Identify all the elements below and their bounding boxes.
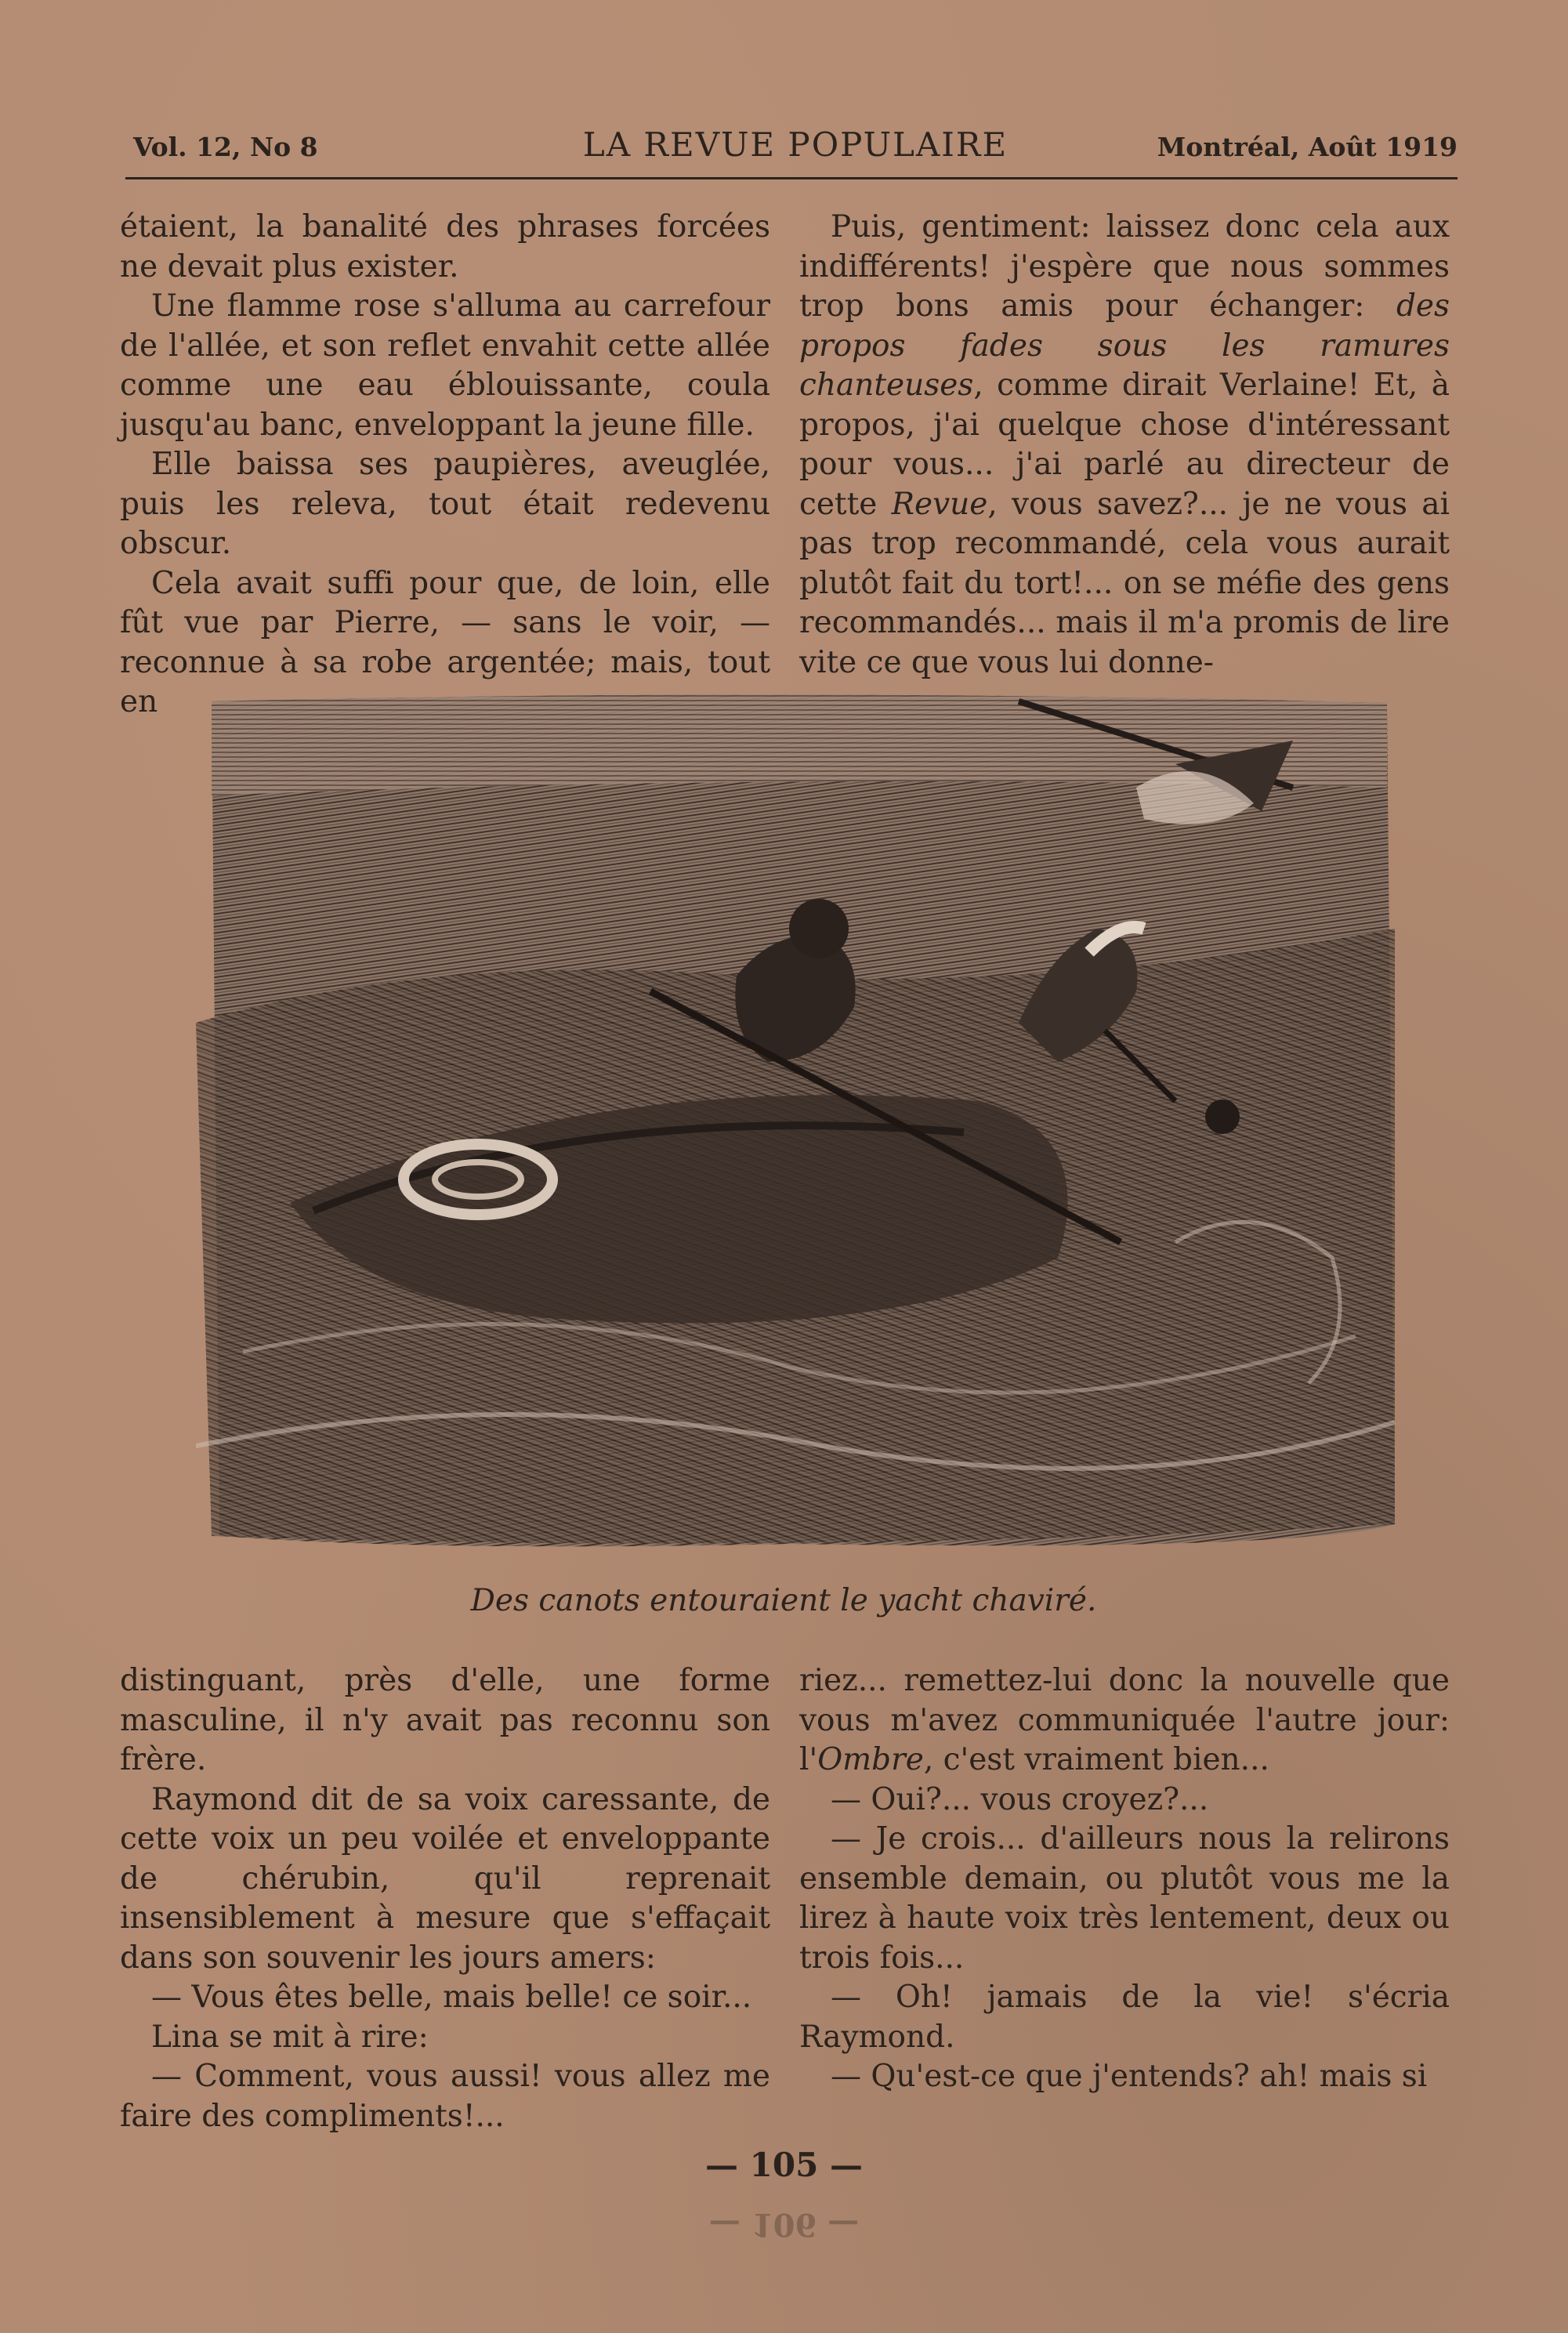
column-top-left: [120, 208, 770, 723]
bleed-through-page-number: — 106 —: [708, 2206, 860, 2243]
engraving-capsized-yacht: [196, 694, 1399, 1556]
volume-number: Vol. 12, No 8: [133, 132, 318, 162]
revue-italic: Revue: [891, 486, 988, 522]
text-run: , vous savez?... je ne vous ai pas trop recommandé, cela vous aurait plutôt fait du tort!... on se méfie des gens recommandés... mais il m'a promis de lire vite ce que vous lui donne-: [799, 486, 1450, 680]
paragraph: Elle baissa ses paupières, aveuglée, puis les releva, tout était redevenu obscur.: [120, 447, 770, 561]
quote-italic: des propos fades sous les ramures chanteuses: [799, 288, 1450, 403]
text-run: riez... remettez-lui donc la nouvelle que vous m'avez communiquée l'autre jour: l': [799, 1663, 1450, 1777]
paragraph: distinguant, près d'elle, une forme masculine, il n'y avait pas reconnu son frère.: [120, 1663, 770, 1777]
place-date: Montréal, Août 1919: [1157, 132, 1458, 162]
paragraph: Cela avait suffi pour que, de loin, elle fût vue par Pierre, — sans le voir, — reconnue à sa robe argentée; mais, tout en: [120, 565, 770, 719]
column-top-right: [799, 208, 1450, 683]
paragraph: — Je crois... d'ailleurs nous la relirons ensemble demain, ou plutôt vous me la lirez à haute voix très lentement, deux ou trois fois...: [799, 1821, 1450, 1976]
paragraph: — Vous êtes belle, mais belle! ce soir...: [151, 1980, 752, 2015]
paragraph: — Oui?... vous croyez?...: [831, 1781, 1209, 1817]
page-number: — 105 —: [705, 2146, 863, 2184]
text-run: , comme dirait Verlaine! Et, à propos, j'ai quelque chose d'intéressant pour vous... j'ai parlé au directeur de cette: [799, 368, 1450, 522]
paragraph: — Qu'est-ce que j'entends? ah! mais si: [831, 2059, 1428, 2094]
ombre-italic: Ombre: [817, 1742, 924, 1777]
paragraph: Lina se mit à rire:: [151, 2019, 429, 2055]
paragraph: étaient, la banalité des phrases forcées ne devait plus exister.: [120, 209, 770, 284]
paragraph: Une flamme rose s'alluma au carrefour de l'allée, et son reflet envahit cette allée comme une eau éblouissante, coula jusqu'au banc, enveloppant la jeune fille.: [120, 288, 770, 443]
illustration-caption: Des canots entouraient le yacht chaviré.: [470, 1583, 1097, 1618]
text-run: Puis, gentiment: laissez donc cela aux indifférents! j'espère que nous sommes trop bons amis pour échanger:: [799, 209, 1450, 324]
paragraph: [799, 208, 1450, 683]
column-bottom-right: [799, 1661, 1450, 2097]
text-run: , c'est vraiment bien...: [923, 1742, 1269, 1777]
paragraph: — Comment, vous aussi! vous allez me faire des compliments!...: [120, 2059, 770, 2134]
paragraph: Raymond dit de sa voix caressante, de cette voix un peu voilée et enveloppante de chérubin, qu'il reprenait insensiblement à mesure que s'effaçait dans son souvenir les jours amers:: [120, 1781, 770, 1976]
paragraph: — Oh! jamais de la vie! s'écria Raymond.: [799, 1980, 1450, 2055]
journal-title: LA REVUE POPULAIRE: [582, 125, 1009, 164]
column-bottom-left: [120, 1661, 770, 2136]
paragraph: [799, 1661, 1450, 1781]
running-header: [133, 125, 1458, 172]
header-rule: [125, 177, 1458, 179]
